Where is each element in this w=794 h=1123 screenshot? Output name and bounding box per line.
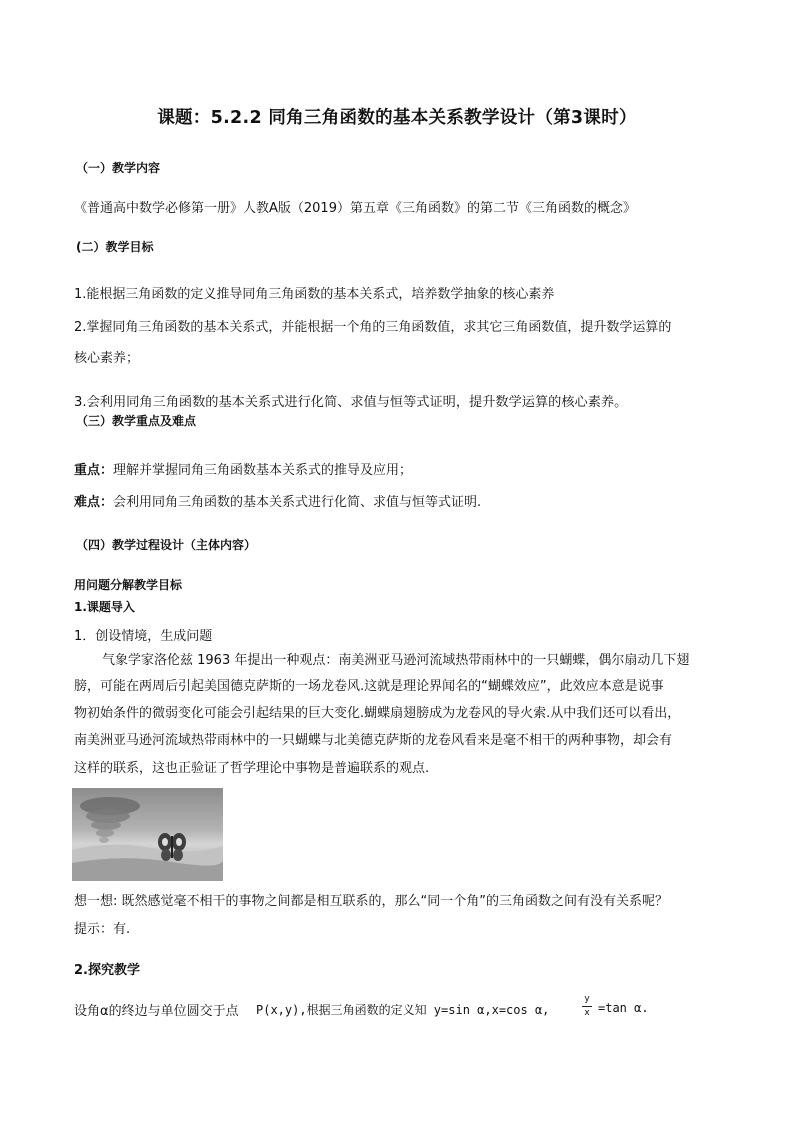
page-title: 课题：5.2.2 同角三角函数的基本关系教学设计（第3课时） <box>157 108 637 128</box>
paragraph-line-5: 这样的联系，这也正验证了哲学理论中事物是普遍联系的观点. <box>74 761 430 776</box>
section-heading-content: （一）教学内容 <box>76 161 161 175</box>
fraction-bar <box>582 1006 592 1007</box>
illustration-svg <box>72 788 223 881</box>
section-heading-goals: (二）教学目标 <box>76 240 154 254</box>
goal-2-line-1: 2.掌握同角三角函数的基本关系式，并能根据一个角的三角函数值，求其它三角函数值，提升数学运算的 <box>74 320 672 335</box>
paragraph-line-2: 膀，可能在两周后引起美国德克萨斯的一场龙卷风.这就是理论界闻名的“蝴蝶效应”，此效应本意是说事 <box>74 679 664 694</box>
think-question: 想一想: 既然感觉毫不相干的事物之间都是相互联系的，那么“同一个角”的三角函数之间有没有关系呢？ <box>74 894 668 909</box>
step-1-heading: 1.课题导入 <box>74 600 135 614</box>
key-label: 重点： <box>74 463 114 478</box>
fraction-numerator: y <box>584 994 590 1004</box>
paragraph-line-1: 气象学家洛伦兹 1963 年提出一种观点：南美洲亚马逊河流域热带雨林中的一只蝴蝶，偶尔扇动几下翅 <box>102 653 690 668</box>
step-2-heading: 2.探究教学 <box>74 963 140 978</box>
paragraph-line-4: 南美洲亚马逊河流域热带雨林中的一只蝴蝶与北美德克萨斯的龙卷风看来是毫不相干的两种事物，却会有 <box>74 733 673 748</box>
explore-text-b: P(x,y),根据三角函数的定义知 y=sin α,x=cos α, <box>256 1003 550 1017</box>
step-1-subheading: 1．创设情境，生成问题 <box>74 629 213 644</box>
section-heading-key-points: （三）教学重点及难点 <box>76 414 197 428</box>
section-heading-process: （四）教学过程设计（主体内容） <box>76 538 257 552</box>
key-point <box>74 459 412 478</box>
content-body: 《普通高中数学必修第一册》人教A版（2019）第五章《三角函数》的第二节《三角函数的概念》 <box>74 201 636 216</box>
fraction-denominator: x <box>584 1008 590 1018</box>
difficult-point <box>74 491 481 510</box>
butterfly-tornado-illustration <box>72 788 223 881</box>
goal-1: 1.能根据三角函数的定义推导同角三角函数的基本关系式，培养数学抽象的核心素养 <box>74 287 555 302</box>
explore-text-c: =tan α. <box>598 1001 649 1015</box>
goal-2-line-2: 核心素养； <box>74 351 140 366</box>
difficult-text: 会利用同角三角函数的基本关系式进行化简、求值与恒等式证明. <box>113 495 482 510</box>
goal-3: 3.会利用同角三角函数的基本关系式进行化简、求值与恒等式证明，提升数学运算的核心素养。 <box>74 395 628 410</box>
hint: 提示：有. <box>74 922 131 937</box>
explore-text-a: 设角α的终边与单位圆交于点 <box>74 1004 239 1019</box>
fraction-y-over-x <box>582 994 592 1019</box>
difficult-label: 难点： <box>74 495 114 510</box>
butterfly-icon <box>158 833 186 861</box>
sub-heading: 用问题分解教学目标 <box>74 578 183 592</box>
key-text: 理解并掌握同角三角函数基本关系式的推导及应用； <box>113 463 413 478</box>
paragraph-line-3: 物初始条件的微弱变化可能会引起结果的巨大变化.蝴蝶扇翅膀成为龙卷风的导火索.从中我们还可以看出， <box>74 706 681 721</box>
